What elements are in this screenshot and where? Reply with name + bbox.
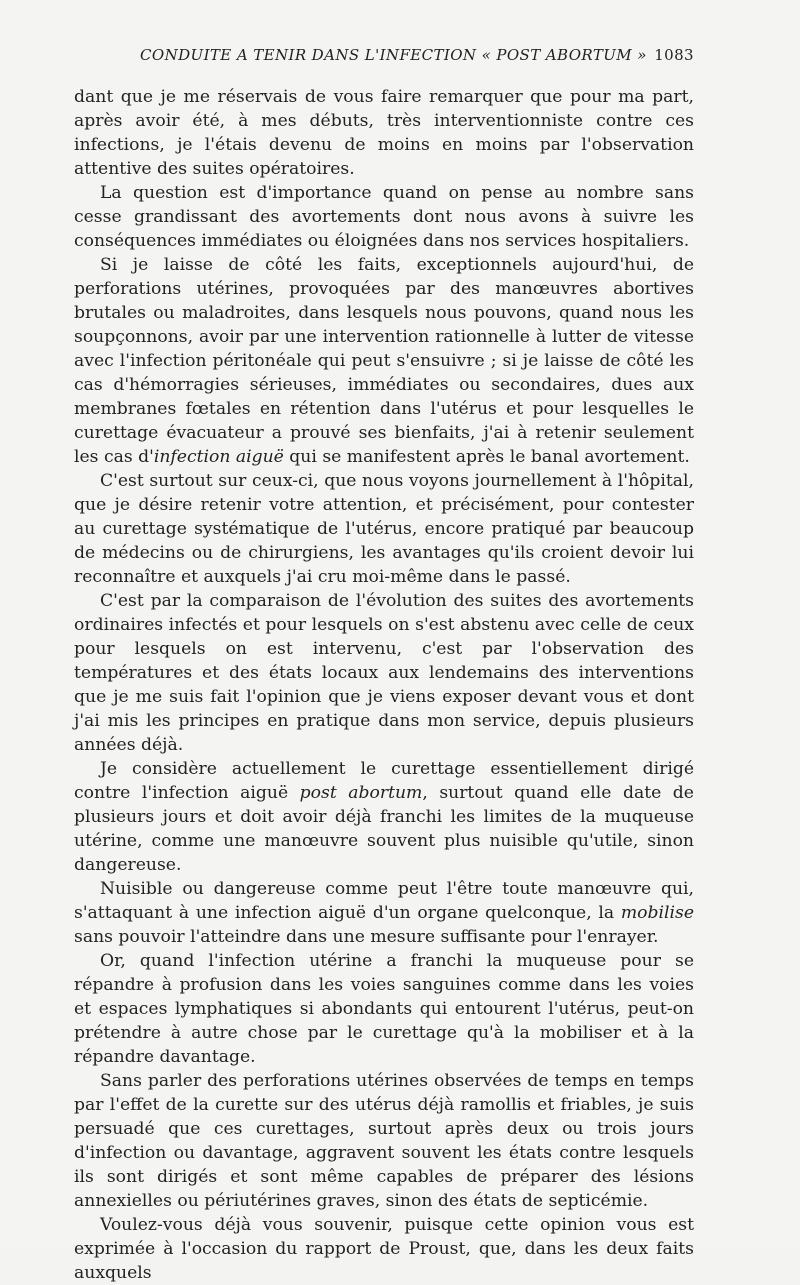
- text-run: Si je laisse de côté les faits, exceptionnels aujourd'hui, de perforations utérines, provoquées par des manœuvres abortives brutales ou maladroites, dans lesquels nous pouvons, quand nous les soupçonnons, avoir par une intervention rationnelle à lutter de vitesse avec l'infection péritonéale qui peut s'ensuivre ; si je laisse de côté les cas d'hémorragies sérieuses, immédiates ou secondaires, dues aux membranes fœtales en rétention dans l'utérus et pour lesquelles le curettage évacuateur a prouvé ses bienfaits, j'ai à retenir seulement les cas d': [74, 255, 694, 467]
- paragraph: La question est d'importance quand on pense au nombre sans cesse grandissant des avortements dont nous avons à suivre les conséquences immédiates ou éloignées dans nos services hospitaliers.: [74, 183, 694, 251]
- paragraph: dant que je me réservais de vous faire remarquer que pour ma part, après avoir été, à mes débuts, très interventionniste contre ces infections, je l'étais devenu de moins en moins par l'observation attentive des suites opératoires.: [74, 87, 694, 179]
- text-run: qui se manifestent après le banal avortement.: [283, 447, 690, 467]
- paragraph: [74, 877, 694, 949]
- italic-term: mobilise: [620, 903, 694, 923]
- paragraph: [74, 757, 694, 877]
- paragraph: Sans parler des perforations utérines observées de temps en temps par l'effet de la curette sur des utérus déjà ramollis et friables, je suis persuadé que ces curettages, surtout après deux ou trois jours d'infection ou davantage, aggravent souvent les états contre lesquels ils sont dirigés et sont même capables de préparer des lésions annexielles ou périutérines graves, sinon des états de septicémie.: [74, 1071, 694, 1211]
- paragraph: C'est par la comparaison de l'évolution des suites des avortements ordinaires infectés et pour lesquels on s'est abstenu avec celle de ceux pour lesquels on est intervenu, c'est par l'observation des températures et des états locaux aux lendemains des interventions que je me suis fait l'opinion que je viens exposer devant vous et dont j'ai mis les principes en pratique dans mon service, depuis plusieurs années déjà.: [74, 591, 694, 755]
- running-head: [74, 46, 694, 68]
- italic-term: infection aiguë: [153, 447, 284, 467]
- text-run: Nuisible ou dangereuse comme peut l'être toute manœuvre qui, s'attaquant à une infection aiguë d'un organe quelconque, la: [74, 879, 694, 923]
- text-run: sans pouvoir l'atteindre dans une mesure suffisante pour l'enrayer.: [74, 927, 659, 947]
- paragraph: Or, quand l'infection utérine a franchi la muqueuse pour se répandre à profusion dans les voies sanguines comme dans les voies et espaces lymphatiques si abondants qui entourent l'utérus, peut-on prétendre à autre chose par le curettage qu'à la mobiliser et à la répandre davantage.: [74, 951, 694, 1067]
- paragraph: C'est surtout sur ceux-ci, que nous voyons journellement à l'hôpital, que je désire retenir votre attention, et précisément, pour contester au curettage systématique de l'utérus, encore pratiqué par beaucoup de médecins ou de chirurgiens, les avantages qu'ils croient devoir lui reconnaître et auxquels j'ai cru moi-même dans le passé.: [74, 471, 694, 587]
- body-text: [74, 85, 694, 1285]
- text-run: , surtout quand elle date de plusieurs jours et doit avoir déjà franchi les limites de la muqueuse utérine, comme une manœuvre souvent plus nuisible qu'utile, sinon dangereuse.: [74, 783, 694, 875]
- text-run: Je considère actuellement le curettage essentiellement dirigé contre l'infection aiguë: [74, 759, 694, 803]
- running-title: CONDUITE A TENIR DANS L'INFECTION « POST ABORTUM »: [140, 46, 647, 64]
- paragraph: Voulez-vous déjà vous souvenir, puisque cette opinion vous est exprimée à l'occasion du rapport de Proust, que, dans les deux faits auxquels: [74, 1215, 694, 1283]
- italic-term: post abortum: [299, 783, 423, 803]
- paragraph: [74, 253, 694, 469]
- page-number: 1083: [654, 46, 694, 64]
